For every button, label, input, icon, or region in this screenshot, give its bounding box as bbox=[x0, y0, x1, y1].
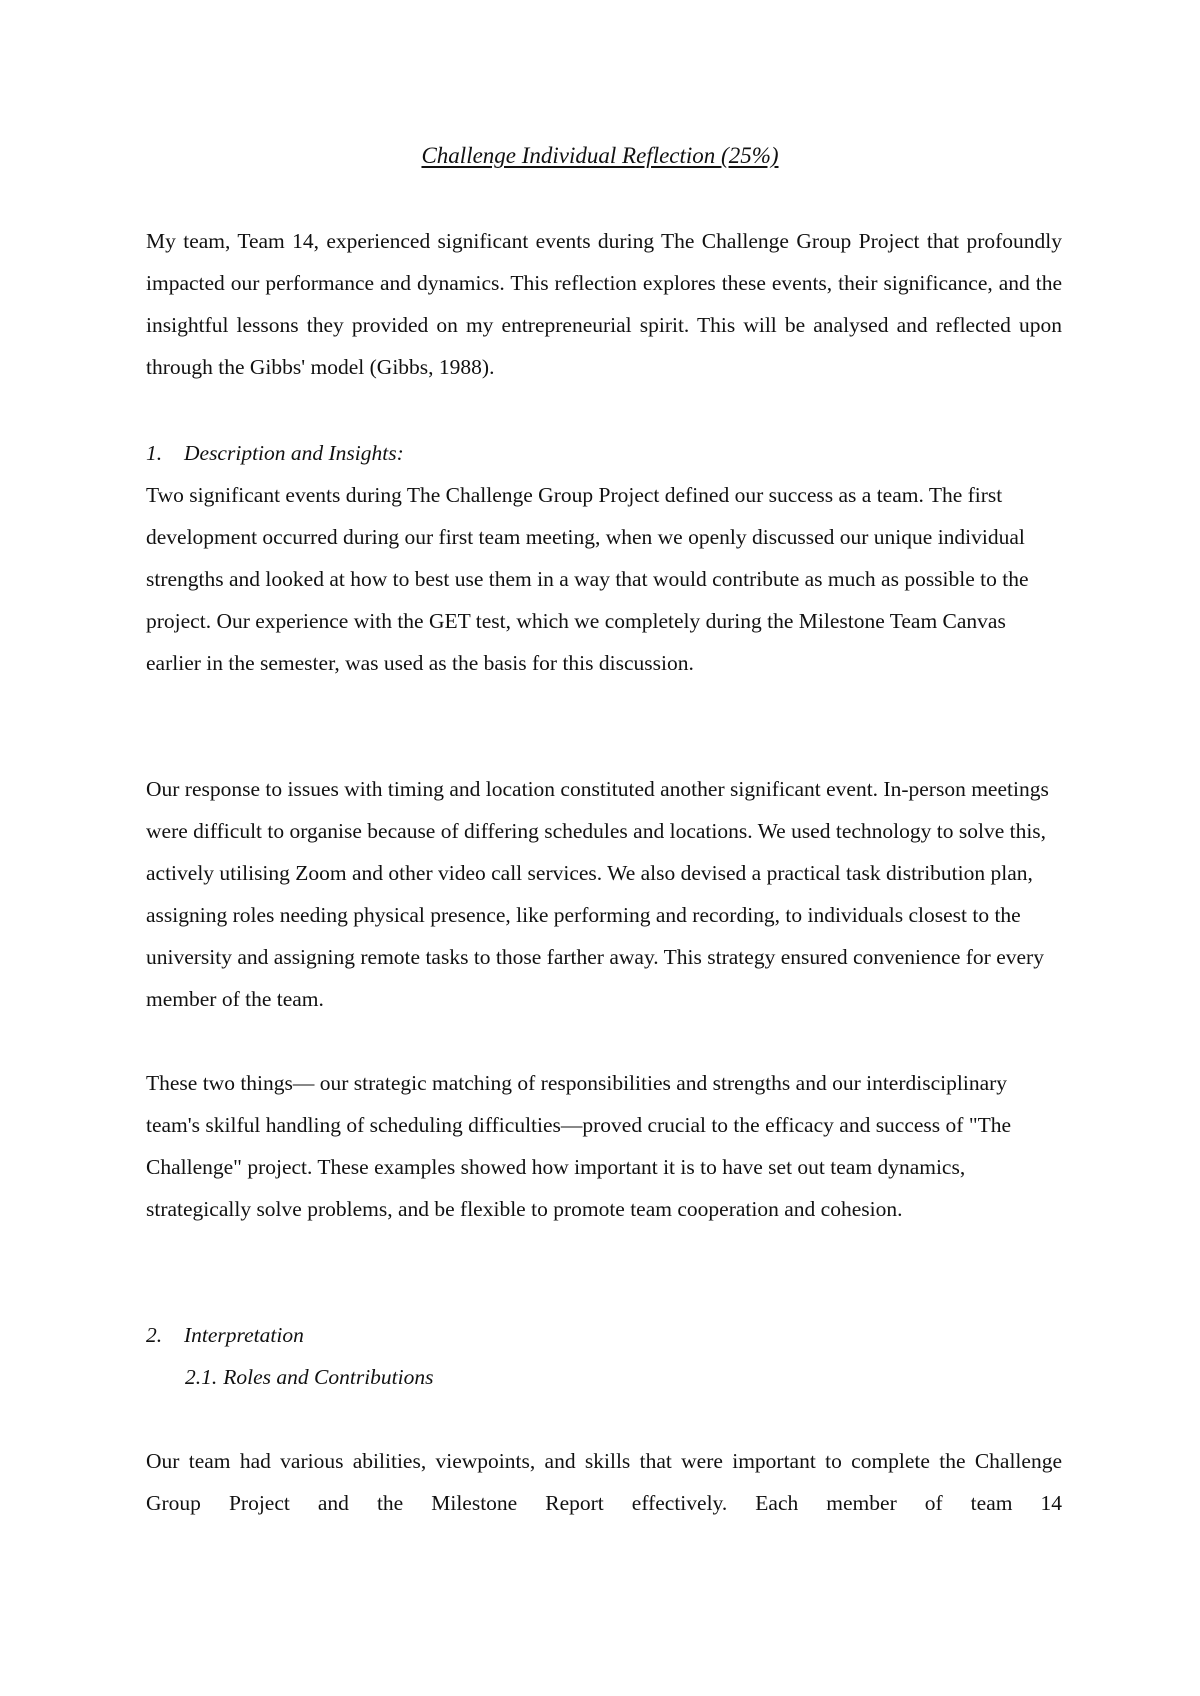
section-1-paragraph-2: Our response to issues with timing and location constituted another significant event. In-person meetings were difficult to organise because of differing schedules and locations. We used technology to solve this, actively utilising Zoom and other video call services. We also devised a practical task distribution plan, assigning roles needing physical presence, like performing and recording, to individuals closest to the university and assigning remote tasks to those farther away. This strategy ensured convenience for every member of the team. bbox=[146, 777, 1049, 1011]
section-1-paragraph-3: These two things— our strategic matching of responsibilities and strengths and our interdisciplinary team's skilful handling of scheduling difficulties—proved crucial to the efficacy and success of "The Challenge" project. These examples showed how important it is to have set out team dynamics, strategically solve problems, and be flexible to promote team cooperation and cohesion. bbox=[146, 1071, 1012, 1221]
subsection-2-1-title: Roles and Contributions bbox=[223, 1365, 434, 1389]
section-2-heading bbox=[146, 1314, 304, 1356]
section-1-number: 1. bbox=[146, 441, 163, 465]
section-1-heading bbox=[146, 432, 404, 474]
subsection-2-1-number: 2.1. bbox=[185, 1365, 218, 1389]
intro-paragraph: My team, Team 14, experienced significant events during The Challenge Group Project that profoundly impacted our performance and dynamics. This reflection explores these events, their significance, and the insightful lessons they provided on my entrepreneurial spirit. This will be analysed and reflected upon through the Gibbs' model (Gibbs, 1988). bbox=[146, 229, 1062, 379]
section-2-number: 2. bbox=[146, 1323, 163, 1347]
subsection-2-1-heading bbox=[185, 1356, 433, 1398]
document-title: Challenge Individual Reflection (25%) bbox=[421, 143, 779, 168]
section-2-paragraph: Our team had various abilities, viewpoints, and skills that were important to complete the Challenge Group Project and the Milestone Report effectively. Each member of team 14 bbox=[146, 1449, 1062, 1515]
section-1-paragraph-1: Two significant events during The Challenge Group Project defined our success as a team. The first development occurred during our first team meeting, when we openly discussed our unique individual strengths and looked at how to best use them in a way that would contribute as much as possible to the project. Our experience with the GET test, which we completely during the Milestone Team Canvas earlier in the semester, was used as the basis for this discussion. bbox=[146, 483, 1029, 675]
section-2-title: Interpretation bbox=[184, 1323, 304, 1347]
section-1-title: Description and Insights: bbox=[184, 441, 404, 465]
